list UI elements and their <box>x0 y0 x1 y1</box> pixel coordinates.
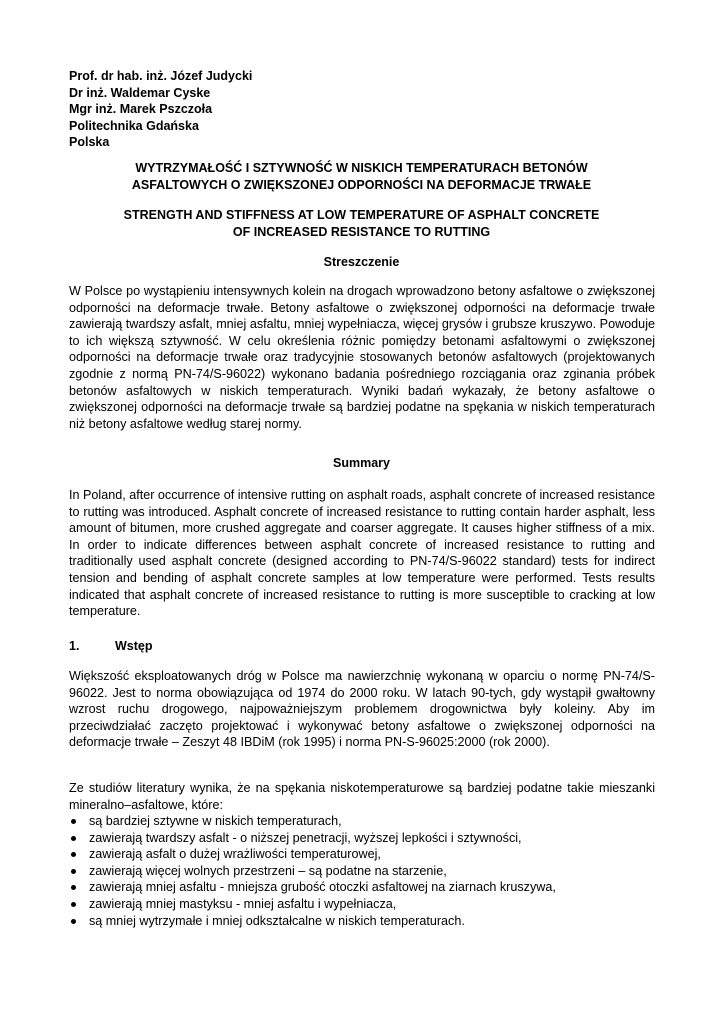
abstract-polish-heading: Streszczenie <box>323 255 400 269</box>
author-line: Prof. dr hab. inż. Józef Judycki <box>69 69 253 83</box>
country-line: Polska <box>69 135 110 149</box>
bullet-icon <box>71 919 76 924</box>
author-line: Mgr inż. Marek Pszczoła <box>69 102 213 116</box>
list-item <box>69 830 655 847</box>
list-item-text: zawierają więcej wolnych przestrzeni – są podatne na starzenie, <box>89 863 447 878</box>
affiliation-line: Politechnika Gdańska <box>69 118 199 133</box>
list-item-text: są bardziej sztywne w niskich temperaturach, <box>89 814 342 828</box>
title-english-line: OF INCREASED RESISTANCE TO RUTTING <box>232 224 491 239</box>
list-item <box>69 863 655 880</box>
list-item-text: zawierają twardszy asfalt - o niższej penetracji, wyższej lepkości i sztywności, <box>89 830 522 845</box>
bullet-icon <box>71 836 76 841</box>
bullet-icon <box>71 869 76 874</box>
list-item-text: zawierają mniej asfaltu - mniejsza grubość otoczki asfaltowej na ziarnach kruszywa, <box>89 880 556 895</box>
list-item <box>69 879 655 896</box>
bullet-list <box>69 813 655 929</box>
bullet-icon <box>71 819 76 824</box>
list-item-text: zawierają mniej mastyksu - mniej asfaltu i wypełniacza, <box>89 896 397 911</box>
title-polish-line: ASFALTOWYCH O ZWIĘKSZONEJ ODPORNOŚCI NA DEFORMACJE TRWAŁE <box>131 177 592 192</box>
list-item-text: są mniej wytrzymałe i mniej odkształcalne w niskich temperaturach. <box>89 913 465 928</box>
bullet-icon <box>71 852 76 857</box>
section-title: Wstęp <box>115 639 153 653</box>
title-polish-line: WYTRZYMAŁOŚĆ I SZTYWNOŚĆ W NISKICH TEMPERATURACH BETONÓW <box>135 161 588 175</box>
section-number: 1. <box>69 639 80 653</box>
title-polish <box>69 160 654 193</box>
title-english <box>69 207 654 240</box>
list-item <box>69 813 655 830</box>
intro-paragraph: Ze studiów literatury wynika, że na spękania niskotemperaturowe są bardziej podatne takie mieszanki mineralno–asfaltowe, które: <box>69 781 655 812</box>
abstract-english-heading: Summary <box>333 456 390 470</box>
intro-paragraph: Większość eksploatowanych dróg w Polsce ma nawierzchnię wykonaną w oparciu o normę PN-74/S-96022. Jest to norma obowiązująca od 1974 do 2000 roku. W latach 90-tych, gdy wystąpił gwałtowny wzrost ruchu drogowego, najpoważniejszym problemem drogownictwa były koleiny. Aby im przeciwdziałać zaczęto projektować i wykonywać betony asfaltowe o zwiększonej odporności na deformacje trwałe – Zeszyt 48 IBDiM (rok 1995) i norma PN-S-96025:2000 (rok 2000). <box>69 669 655 750</box>
list-item <box>69 896 655 913</box>
list-item-text: zawierają asfalt o dużej wrażliwości temperaturowej, <box>89 847 381 862</box>
bullet-icon <box>71 885 76 890</box>
abstract-polish-text: W Polsce po wystąpieniu intensywnych kolein na drogach wprowadzono betony asfaltowe o zwiększonej odporności na deformacje trwałe. Betony asfaltowe o zwiększonej odporności na deformacje trwałe zawierają twardszy asfalt, mniej asfaltu, mniej wypełniacza, więcej grysów i grubsze kruszywo. Powoduje to ich większą sztywność. W celu określenia różnic pomiędzy betonami asfaltowymi o zwiększonej odporności na deformacje trwałe oraz tradycyjnie stosowanych betonów asfaltowych (projektowanych zgodnie z normą PN-74/S-96022) wykonano badania pośredniego rozciągania oraz zginania próbek betonów asfaltowych w niskich temperaturach. Wyniki badań wykazały, że betony asfaltowe o zwiększonej odporności na deformacje trwałe są bardziej podatne na spękania w niskich temperaturach niż betony asfaltowe według starej normy. <box>69 284 655 431</box>
abstract-english-text: In Poland, after occurrence of intensive rutting on asphalt roads, asphalt concrete of increased resistance to rutting was introduced. Asphalt concrete of increased resistance to rutting contain harder asphalt, less amount of bitumen, more crushed aggregate and coarser aggregate. It causes higher stiffness of a mix. In order to indicate differences between asphalt concrete of increased resistance to rutting and traditionally used asphalt concrete (designed according to PN-74/S-96022 standard) tests for indirect tension and bending of asphalt concrete samples at low temperature were performed. Tests results indicated that asphalt concrete of increased resistance to rutting is more susceptible to cracking at low temperature. <box>69 488 655 619</box>
section-heading <box>69 638 153 654</box>
list-item <box>69 913 655 930</box>
title-english-line: STRENGTH AND STIFFNESS AT LOW TEMPERATURE OF ASPHALT CONCRETE <box>123 208 600 222</box>
author-line: Dr inż. Waldemar Cyske <box>69 85 211 100</box>
bullet-icon <box>71 902 76 907</box>
author-block <box>69 68 252 151</box>
list-item <box>69 846 655 863</box>
